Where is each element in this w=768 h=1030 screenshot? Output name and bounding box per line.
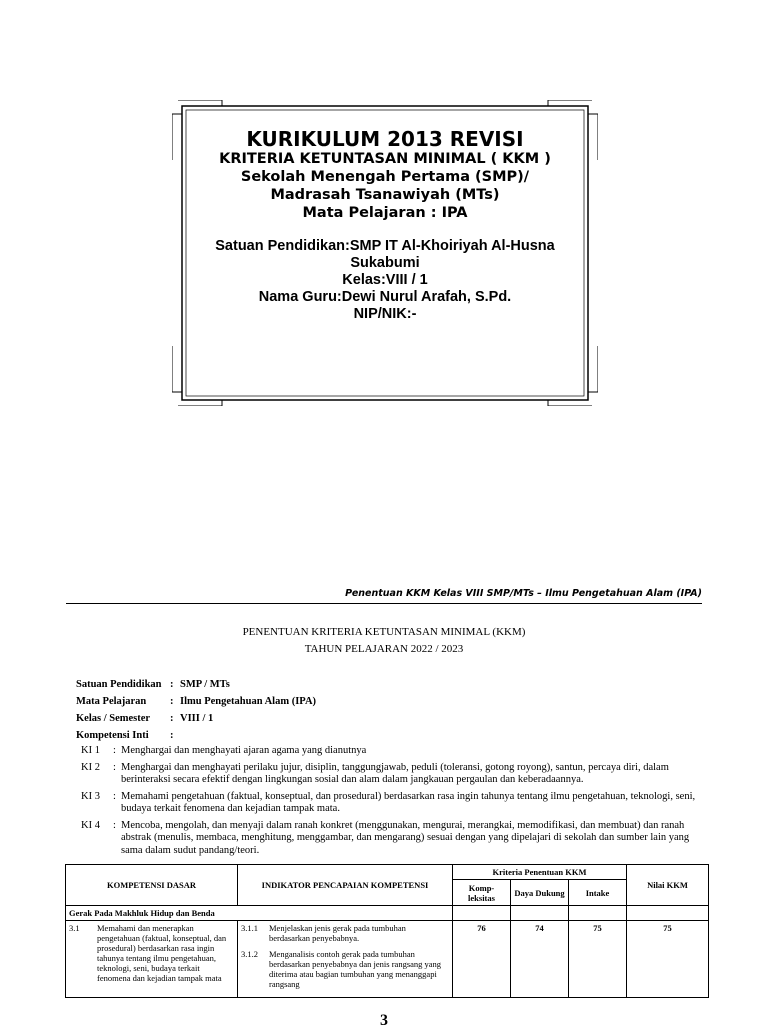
cover-class: Kelas:VIII / 1 [342,272,428,288]
ki-colon: : [113,790,116,802]
ki-code: KI 3 [81,790,100,802]
ki-list [81,745,701,861]
ki-colon: : [113,819,116,831]
kd-text: Memahami dan menerapkan pengetahuan (faktual, konseptual, dan prosedural) berdasarkan rasa ingin tahunya tentang ilmu pengetahuan, teknologi, seni, budaya terkait fenomena dan kejadian tampak mata [97,923,227,983]
info-value: VIII / 1 [180,713,214,724]
indicator-number: 3.1.2 [241,949,258,959]
header-kompetensi-dasar: KOMPETENSI DASAR [66,865,238,906]
indicator-number: 3.1.1 [241,923,258,933]
info-row [76,693,316,710]
ki-text: Menghargai dan menghayati ajaran agama yang dianutnya [121,745,367,756]
table-section-row [66,906,709,921]
indicator-item [241,923,449,943]
daya-dukung-value: 74 [511,921,569,998]
cover-subtitle-smp: Sekolah Menengah Pertama (SMP)/ [240,169,530,185]
ki-code: KI 4 [81,819,100,831]
header-indikator: INDIKATOR PENCAPAIAN KOMPETENSI [238,865,453,906]
kompleksitas-value: 76 [453,921,511,998]
cover-title: KURIKULUM 2013 REVISI [246,127,524,151]
indicator-item [241,949,449,989]
table-header-row [66,865,709,880]
empty-cell [569,906,627,921]
info-colon: : [170,679,174,690]
ki-colon: : [113,761,116,773]
ki-text: Memahami pengetahuan (faktual, konseptual, dan prosedural) berdasarkan rasa ingin tahunya tentang ilmu pengetahuan, teknologi, seni, budaya terkait fenomena dan kejadian tampak mata. [121,790,696,814]
header-daya-dukung: Daya Dukung [511,880,569,906]
indicator-text: Menjelaskan jenis gerak pada tumbuhan berdasarkan penyebabnya. [269,923,406,943]
ki-text: Mencoba, mengolah, dan menyaji dalam ranah konkret (menggunakan, mengurai, merangkai, memodifikasi, dan membuat) dan ranah abstrak (menulis, membaca, menghitung, menggambar, dan mengarang) sesuai dengan yang dipelajari di sekolah dan sumber lain yang sama dalam sudut pandang/teori. [121,819,690,856]
page-number: 3 [380,1012,388,1029]
info-label: Kelas / Semester [76,713,151,724]
table-row [66,921,709,998]
kd-cell [66,921,238,998]
info-row [76,710,316,727]
indicator-cell [238,921,453,998]
header-nilai-kkm: Nilai KKM [627,865,709,906]
running-header: Penentuan KKM Kelas VIII SMP/MTs – Ilmu Pengetahuan Alam (IPA) [345,588,702,599]
info-value: Ilmu Pengetahuan Alam (IPA) [180,696,317,707]
info-row [76,727,316,744]
nilai-kkm-value: 75 [627,921,709,998]
kkm-table [65,864,709,998]
cover-school-city: Sukabumi [350,255,420,271]
info-row [76,676,316,693]
cover-subtitle-kkm: KRITERIA KETUNTASAN MINIMAL ( KKM ) [219,151,551,167]
ki-item [81,791,701,816]
info-block [76,676,316,744]
indicator-text: Menganalisis contoh gerak pada tumbuhan berdasarkan penyebabnya dan jenis rangsang yang diterima atau bagian tumbuhan yang menanggapi rangsang [269,949,442,989]
empty-cell [511,906,569,921]
intake-value: 75 [569,921,627,998]
info-colon: : [170,713,174,724]
cover-nip: NIP/NIK:- [353,306,417,322]
header-kompleksitas: Komp-leksitas [453,880,511,906]
info-label: Satuan Pendidikan [76,679,162,690]
section-label: Gerak Pada Makhluk Hidup dan Benda [66,906,453,921]
info-colon: : [170,730,174,741]
cover-teacher: Nama Guru:Dewi Nurul Arafah, S.Pd. [258,289,512,305]
cover-subtitle-subject: Mata Pelajaran : IPA [302,205,468,221]
cover-subtitle-mts: Madrasah Tsanawiyah (MTs) [270,187,500,203]
kd-number: 3.1 [69,923,80,933]
ki-item [81,820,701,858]
info-value: SMP / MTs [180,679,230,690]
cover-text [190,128,580,323]
ki-text: Menghargai dan menghayati perilaku jujur, disiplin, tanggungjawab, peduli (toleransi, gotong royong), santun, percaya diri, dalam berinteraksi secara efektif dengan lingkungan sosial dan alam dalam jangkauan pergaulan dan keberadaannya. [121,761,669,785]
header-rule [66,603,702,604]
header-intake: Intake [569,880,627,906]
ki-code: KI 2 [81,761,100,773]
doc-title-line-1: PENENTUAN KRITERIA KETUNTASAN MINIMAL (KKM) [242,626,526,638]
info-label: Mata Pelajaran [76,696,147,707]
ki-colon: : [113,745,116,756]
cover-school-line: Satuan Pendidikan:SMP IT Al-Khoiriyah Al-Husna [215,238,555,254]
doc-title-line-2: TAHUN PELAJARAN 2022 / 2023 [304,643,464,655]
info-colon: : [170,696,174,707]
empty-cell [453,906,511,921]
ki-code: KI 1 [81,745,100,756]
info-label: Kompetensi Inti [76,730,149,741]
ki-item [81,762,701,787]
header-kriteria: Kriteria Penentuan KKM [453,865,627,880]
empty-cell [627,906,709,921]
ki-item [81,745,701,758]
